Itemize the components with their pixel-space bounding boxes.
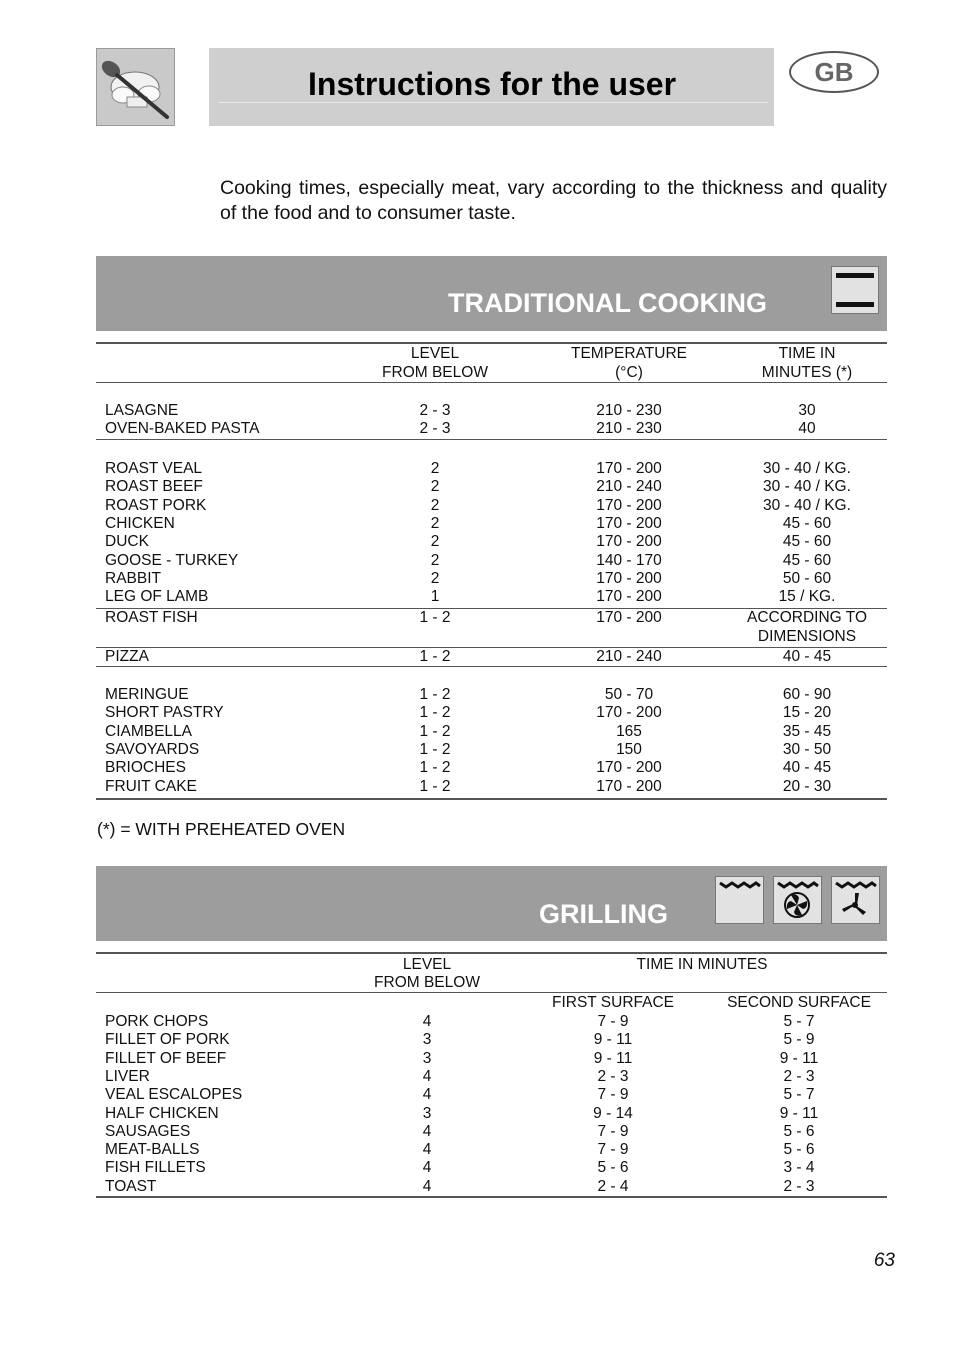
table-cell-dish: HALF CHICKEN <box>105 1104 219 1122</box>
table-rule <box>96 608 887 609</box>
table-cell-dish: CIAMBELLA <box>105 722 193 740</box>
table-cell-temperature: 170 - 200 <box>596 496 662 514</box>
table-cell-temperature: 50 - 70 <box>604 686 654 703</box>
table-cell-level: 1 - 2 <box>419 648 451 665</box>
table-cell-dish: FISH FILLETS <box>105 1159 206 1177</box>
table-cell-second-surface: 5 - 7 <box>783 1013 815 1030</box>
table-cell-dish: SHORT PASTRY <box>105 704 224 722</box>
table-cell-time: DIMENSIONS <box>757 628 857 645</box>
table-cell-time: 15 / KG. <box>778 588 836 606</box>
column-header: FROM BELOW <box>382 364 488 381</box>
table-cell-level: 1 - 2 <box>419 722 451 740</box>
table-rule <box>96 647 887 648</box>
table-cell-dish: OVEN-BAKED PASTA <box>105 420 260 438</box>
table-cell-level: 4 <box>422 1122 432 1140</box>
table-cell-temperature: 170 - 200 <box>596 704 662 722</box>
table-cell-level: 2 <box>430 551 440 569</box>
table-cell-dish: TOAST <box>105 1177 157 1195</box>
table-cell-dish: FILLET OF PORK <box>105 1031 230 1049</box>
table-cell-level: 2 <box>430 533 440 551</box>
table-cell-dish: GOOSE - TURKEY <box>105 551 239 569</box>
table-cell-level: 1 - 2 <box>419 740 451 758</box>
table-cell-level: 1 - 2 <box>419 686 451 703</box>
table-cell-level: 2 <box>430 478 440 496</box>
traditional-cooking-title: TRADITIONAL COOKING <box>448 288 767 318</box>
table-cell-level: 3 <box>422 1104 432 1122</box>
table-cell-second-surface: 2 - 3 <box>783 1177 815 1195</box>
table-cell-level: 2 - 3 <box>419 420 451 438</box>
table-cell-level: 4 <box>422 1086 432 1104</box>
table-cell-dish: BRIOCHES <box>105 759 186 777</box>
table-cell-first-surface: 2 - 3 <box>597 1067 629 1085</box>
table-cell-dish: SAVOYARDS <box>105 740 200 758</box>
table-cell-level: 2 <box>430 460 440 477</box>
table-rule <box>96 1196 887 1198</box>
table-cell-first-surface: 7 - 9 <box>597 1141 629 1159</box>
table-cell-level: 1 - 2 <box>419 759 451 777</box>
table-cell-level: 2 - 3 <box>419 402 451 419</box>
table-cell-temperature: 170 - 200 <box>596 777 662 795</box>
table-rule <box>96 382 887 383</box>
table-cell-time: 40 <box>798 420 816 438</box>
column-header: TEMPERATURE <box>571 345 687 362</box>
table-rule <box>96 798 887 800</box>
table-cell-time: 40 - 45 <box>782 648 832 665</box>
table-rule <box>96 666 887 667</box>
table-cell-dish: ROAST BEEF <box>105 478 203 496</box>
table-cell-level: 3 <box>422 1031 432 1049</box>
table-cell-dish: FRUIT CAKE <box>105 777 197 795</box>
language-badge: GB <box>789 51 879 93</box>
table-cell-time: 30 - 40 / KG. <box>763 460 851 477</box>
table-cell-level: 2 <box>430 569 440 587</box>
table-cell-dish: LEG OF LAMB <box>105 588 209 606</box>
table-cell-temperature: 170 - 200 <box>596 759 662 777</box>
table-cell-temperature: 165 <box>616 722 642 740</box>
table-cell-dish: LASAGNE <box>105 402 179 419</box>
table-cell-time: 60 - 90 <box>782 686 832 703</box>
column-header: FIRST SURFACE <box>551 994 674 1011</box>
table-cell-second-surface: 3 - 4 <box>783 1159 815 1177</box>
table-rule <box>96 952 887 954</box>
grilling-title: GRILLING <box>539 899 668 929</box>
fan-grill-icon <box>773 876 822 924</box>
column-header: FROM BELOW <box>374 974 480 991</box>
table-cell-time: 30 - 40 / KG. <box>763 496 851 514</box>
table-cell-dish: CHICKEN <box>105 514 175 532</box>
table-cell-time: 45 - 60 <box>782 533 832 551</box>
table-cell-temperature: 170 - 200 <box>596 533 662 551</box>
table-cell-second-surface: 5 - 7 <box>783 1086 815 1104</box>
table-cell-temperature: 170 - 200 <box>596 609 662 626</box>
table-cell-time: 45 - 60 <box>782 514 832 532</box>
table-cell-time: 30 - 40 / KG. <box>763 478 851 496</box>
table-cell-dish: RABBIT <box>105 569 161 587</box>
table-cell-first-surface: 7 - 9 <box>597 1086 629 1104</box>
table-cell-dish: LIVER <box>105 1067 150 1085</box>
fan-grill-alt-icon <box>831 876 880 924</box>
table-cell-temperature: 210 - 240 <box>596 648 662 665</box>
page-number: 63 <box>873 1250 895 1271</box>
table-cell-dish: ROAST VEAL <box>105 460 203 477</box>
column-header: LEVEL <box>410 345 460 362</box>
table-cell-level: 1 - 2 <box>419 704 451 722</box>
table-cell-dish: MEAT-BALLS <box>105 1141 200 1159</box>
table-cell-dish: FILLET OF BEEF <box>105 1049 227 1067</box>
grill-element-icon <box>715 876 764 924</box>
table-cell-level: 1 <box>430 588 440 606</box>
column-header: TIME IN MINUTES <box>636 956 768 973</box>
table-cell-level: 2 <box>430 496 440 514</box>
table-cell-time: 50 - 60 <box>782 569 832 587</box>
table-cell-second-surface: 5 - 6 <box>783 1122 815 1140</box>
table-rule <box>96 439 887 440</box>
table-cell-first-surface: 5 - 6 <box>597 1159 629 1177</box>
table-cell-dish: DUCK <box>105 533 149 551</box>
table-cell-dish: ROAST FISH <box>105 609 198 626</box>
column-header: LEVEL <box>402 956 452 973</box>
table-cell-time: ACCORDING TO <box>747 609 867 626</box>
table-cell-first-surface: 7 - 9 <box>597 1122 629 1140</box>
table-cell-time: 20 - 30 <box>782 777 832 795</box>
table-cell-level: 4 <box>422 1013 432 1030</box>
table-cell-dish: VEAL ESCALOPES <box>105 1086 243 1104</box>
table-cell-temperature: 210 - 240 <box>596 478 662 496</box>
table-cell-time: 35 - 45 <box>782 722 832 740</box>
table-cell-second-surface: 2 - 3 <box>783 1067 815 1085</box>
column-header: TIME IN <box>778 345 836 362</box>
table-cell-level: 4 <box>422 1141 432 1159</box>
column-header: (°C) <box>615 364 643 381</box>
table-cell-temperature: 170 - 200 <box>596 514 662 532</box>
column-header: MINUTES (*) <box>761 364 853 381</box>
table-cell-temperature: 170 - 200 <box>596 460 662 477</box>
table-cell-temperature: 210 - 230 <box>596 420 662 438</box>
table-cell-level: 1 - 2 <box>419 609 451 626</box>
table-cell-second-surface: 5 - 9 <box>783 1031 815 1049</box>
table-cell-second-surface: 5 - 6 <box>783 1141 815 1159</box>
table-rule <box>96 992 887 993</box>
column-header: SECOND SURFACE <box>727 994 871 1011</box>
table-cell-first-surface: 9 - 11 <box>593 1049 633 1067</box>
table-cell-level: 2 <box>430 514 440 532</box>
table-cell-first-surface: 2 - 4 <box>597 1177 629 1195</box>
table-cell-second-surface: 9 - 11 <box>779 1049 819 1067</box>
table-rule <box>96 342 887 344</box>
table-cell-dish: PIZZA <box>105 648 149 665</box>
table-cell-level: 4 <box>422 1067 432 1085</box>
table-cell-dish: MERINGUE <box>105 686 189 703</box>
header-title-box <box>209 48 774 126</box>
table-cell-temperature: 210 - 230 <box>596 402 662 419</box>
table-cell-time: 40 - 45 <box>782 759 832 777</box>
chef-spoon-icon <box>96 48 175 126</box>
table-cell-temperature: 170 - 200 <box>596 588 662 606</box>
table-cell-dish: PORK CHOPS <box>105 1013 209 1030</box>
table-cell-time: 30 - 50 <box>782 740 832 758</box>
traditional-cooking-header <box>96 256 887 331</box>
table-cell-level: 1 - 2 <box>419 777 451 795</box>
top-bottom-heating-icon <box>831 266 879 314</box>
table-cell-first-surface: 7 - 9 <box>597 1013 629 1030</box>
table-cell-second-surface: 9 - 11 <box>779 1104 819 1122</box>
table-cell-temperature: 170 - 200 <box>596 569 662 587</box>
table-cell-temperature: 140 - 170 <box>596 551 662 569</box>
table-cell-time: 30 <box>798 402 816 419</box>
table-cell-dish: SAUSAGES <box>105 1122 191 1140</box>
page-title: Instructions for the user <box>308 66 677 102</box>
table-cell-dish: ROAST PORK <box>105 496 207 514</box>
intro-paragraph: Cooking times, especially meat, vary according to the thickness and quality of the food and to consumer taste. <box>220 177 887 224</box>
table-cell-first-surface: 9 - 14 <box>593 1104 633 1122</box>
table-cell-time: 45 - 60 <box>782 551 832 569</box>
table-cell-level: 3 <box>422 1049 432 1067</box>
table-cell-level: 4 <box>422 1177 432 1195</box>
footnote: (*) = WITH PREHEATED OVEN <box>97 819 346 839</box>
table-cell-temperature: 150 <box>616 740 642 758</box>
table-cell-level: 4 <box>422 1159 432 1177</box>
table-cell-first-surface: 9 - 11 <box>593 1031 633 1049</box>
table-cell-time: 15 - 20 <box>782 704 832 722</box>
grilling-header <box>96 866 887 941</box>
